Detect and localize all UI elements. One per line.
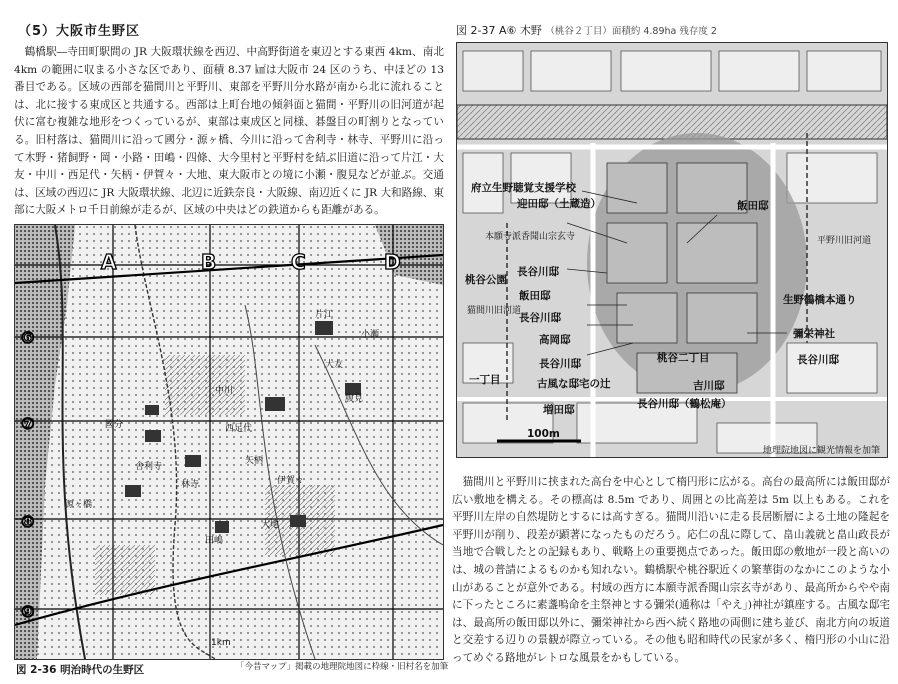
place-nishiajiro: 西足代: [225, 424, 253, 434]
left-body-text: [14, 44, 444, 220]
place-haramita: 腹見: [345, 394, 364, 404]
right-body-text: [452, 474, 890, 668]
label-iida-1: 飯田邸: [737, 200, 769, 212]
map-letter-d: D: [384, 250, 401, 274]
place-otomo: 大友: [325, 360, 344, 370]
figure-credit-2-36: 「今昔マップ」掲載の地理院地図に枠線・旧村名を加筆: [236, 662, 449, 672]
left-paragraph: 鶴橋駅―寺田町駅間の JR 大阪環状線を西辺、中高野街道を東辺とする東西 4km、南北 4km の範囲に収まる小さな区であり、面積 8.37 ㎢は大阪市 24 区のうち、中ほどの 13 番目である。区域の西部を猫間川と平野川、東部を平野川分水路が南から北に流れることは、北に接する東成区と共通する。西部は上町台地の傾斜面と猫間・平野川の旧河道が起伏に富む複雑な地形をつくっているが、東部は東成区と同様、碁盤目の町割りとなっている。旧村落は、猫間川に沿って國分・源ヶ橋、今川に沿って舎利寺・林寺、平野川に沿って木野・猪飼野・岡・小路・田嶋・四條、大今里村と平野村を結ぶ旧道に沿って片江・大友・中川・西足代・矢柄・伊賀々・大地、東大阪市との境に小瀬・腹見などが並ぶ。交通は、区域の西辺に JR 大阪環状線、北辺に近鉄奈良・大阪線、南辺近くに JR 大和路線、東部に大阪メトロ千日前線が走るが、区域の中央はどの鉄道からも距離がある。: [14, 46, 444, 217]
figure-caption-2-36: 図 2-36 明治時代の生野区: [16, 664, 145, 676]
label-hasegawa-3: 長谷川邸: [539, 358, 581, 370]
map-number-7: ⑦: [21, 414, 35, 433]
label-momodani-2chome: 桃谷二丁目: [657, 352, 710, 364]
kino-map: [456, 42, 888, 458]
label-masuda: 増田邸: [543, 404, 575, 416]
label-nekoma-river: 猫間川旧河道: [467, 306, 522, 316]
label-yasaka-shrine: 彌栄神社: [793, 328, 835, 340]
label-momodani-park: 桃谷公園: [465, 274, 507, 286]
label-kakushoan: 長谷川邸（鶴松庵）: [637, 398, 732, 410]
kino-map-svg: [457, 43, 887, 457]
label-hasegawa-4: 長谷川邸: [797, 354, 839, 366]
place-yagara: 矢柄: [245, 456, 264, 466]
label-yoshikawa: 吉川邸: [693, 380, 725, 392]
figure-title-main: 図 2-37 A⑥ 木野: [456, 24, 542, 37]
place-ouchi: 大地: [261, 520, 280, 530]
label-hasegawa-2: 長谷川邸: [519, 312, 561, 324]
map-number-8: ⑧: [21, 512, 35, 531]
map-letter-c: C: [291, 250, 306, 274]
place-kokubu: 國分: [105, 420, 124, 430]
place-kose: 小瀬: [361, 330, 380, 340]
label-old-residence-corner: 古風な邸宅の辻: [537, 378, 611, 390]
label-iida-2: 飯田邸: [519, 290, 551, 302]
scale-1km: 1km: [211, 638, 231, 648]
meiji-map: [14, 224, 444, 660]
place-nakagawa: 中川: [215, 386, 234, 396]
map-number-9: ⑨: [21, 602, 35, 621]
place-katae: 片江: [315, 310, 334, 320]
figure-title-2-37: [456, 22, 717, 38]
label-takaoka: 高岡邸: [539, 334, 571, 346]
label-scale-100m: 100m: [527, 428, 560, 440]
label-hirano-river: 平野川旧河道: [817, 236, 872, 246]
label-school: 府立生野聴覚支援学校: [471, 182, 576, 194]
map-letter-b: B: [201, 250, 217, 274]
place-gengahashi: 源ヶ橋: [65, 500, 93, 510]
label-mukaida: 迎田邸（土蔵造）: [517, 198, 601, 210]
place-hayashiji: 林寺: [181, 480, 200, 490]
label-1chome: 一丁目: [469, 374, 501, 386]
place-tajima: 田嶋: [205, 536, 224, 546]
figure-title-sub: （桃谷２丁目）面積約 4.89ha 残存度 2: [545, 26, 717, 37]
section-title: （5）大阪市生野区: [18, 24, 141, 39]
right-paragraph: 猫間川と平野川に挟まれた高台を中心として楕円形に広がる。高台の最高所には飯田邸が広い敷地を構える。その標高は 8.5m であり、周囲との比高差は 5m 以上もある。これを平野川左岸の自然堤防とするには高すぎる。猫間川沿いに走る長居断層による土地の隆起を平野川が削り、段差が顕著になったものだろう。応仁の乱に際して、畠山義就と畠山政長が当地で合戦したとの記録もあり、戦略上の重要拠点であった。飯田邸の敷地が一段と高いのは、城の普請によるものかも知れない。鶴橋駅や桃谷駅近くの繁華街のなかにこのような小山があることが意外である。村域の西方に本願寺派香聞山宗玄寺があり、最高所からやや南に下ったところに素盞嗚命を主祭神とする彌栄(通称は「やえ」)神社が鎮座する。古風な邸宅は、最高所の飯田邸以外に、彌栄神社から西へ続く路地の両側に建ち並び、南北方向の坂道と交差する辺りの景観が際立っている。その他も昭和時代の民家が多く、楕円形の小山に沿ってめぐる路地がレトロな風景をかもしている。: [452, 476, 890, 664]
place-sharinji: 舎利寺: [135, 462, 163, 472]
label-sogenji: 本願寺派香聞山宗玄寺: [485, 232, 576, 242]
place-igaga: 伊賀々: [277, 476, 305, 486]
map-credit: 地理院地図に観光情報を加筆: [763, 446, 881, 456]
map-number-6: ⑥: [21, 328, 35, 347]
meiji-map-svg: [15, 225, 443, 659]
label-shopping-street: 生野鶴橋本通り: [783, 294, 857, 306]
map-letter-a: A: [101, 250, 117, 274]
label-hasegawa-1: 長谷川邸: [517, 266, 559, 278]
